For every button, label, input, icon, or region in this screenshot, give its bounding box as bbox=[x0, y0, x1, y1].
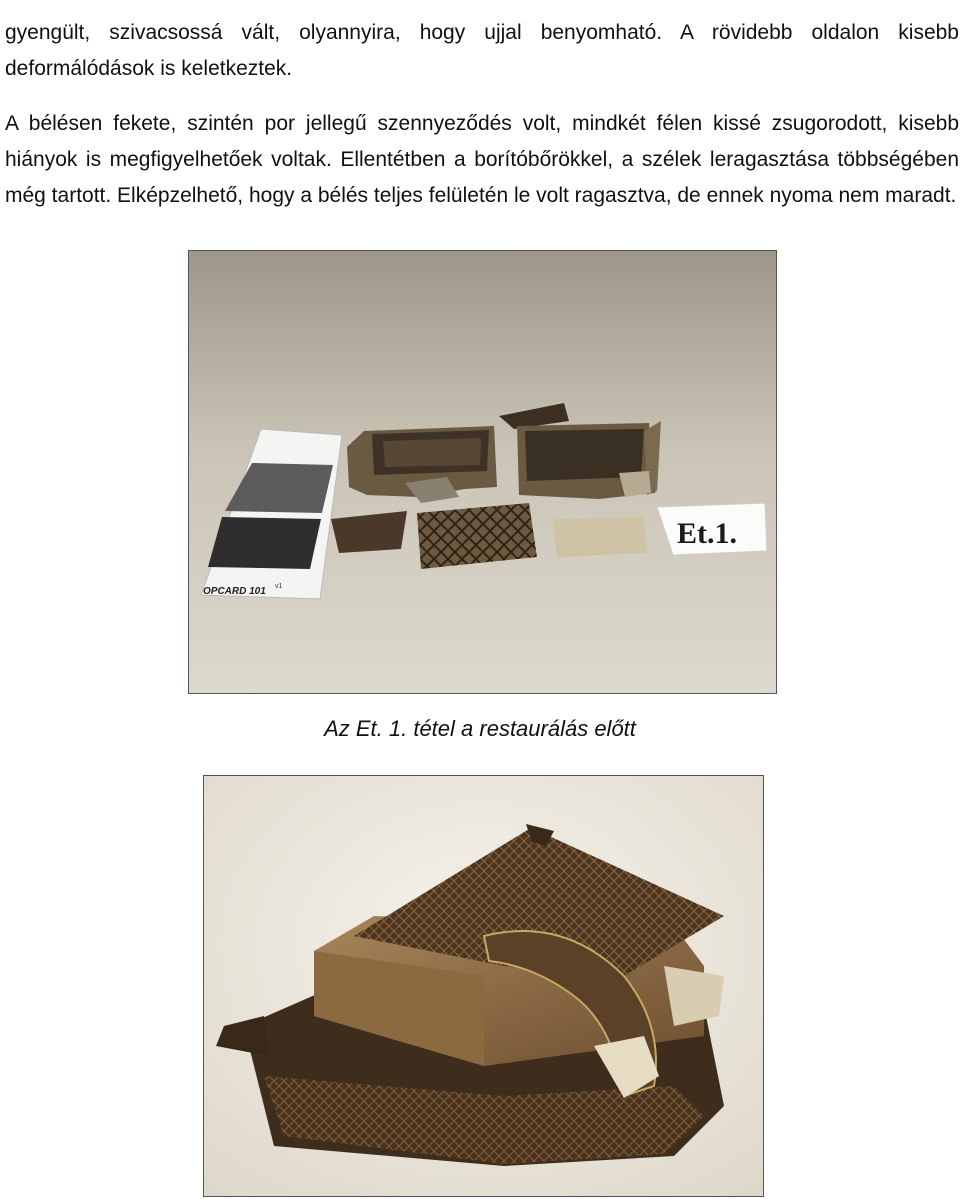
object-label-text: Et.1. bbox=[677, 517, 737, 550]
figure-caption: Az Et. 1. tétel a restaurálás előtt bbox=[324, 716, 636, 741]
photo-before-restoration bbox=[188, 250, 777, 694]
object-label bbox=[657, 503, 767, 555]
paragraph-2: A bélésen fekete, szintén por jellegű szennyeződés volt, mindkét félen kissé zsugorodott, kisebb hiányok is megfigyelhetőek voltak. Ellentétben a borítóbőrökkel, a szélek leragasztása többségében még tartott. Elképzelhető, hogy a bélés teljes felületén le volt ragasztva, de ennek nyoma nem maradt. bbox=[5, 112, 959, 207]
opcard-version: v1 bbox=[275, 583, 283, 590]
opcard-brand: OPCARD 101 bbox=[203, 586, 266, 597]
lining-fragment bbox=[553, 517, 647, 557]
paragraph-1: gyengült, szivacsossá vált, olyannyira, hogy ujjal benyomható. A rövidebb oldalon kisebb deformálódások is keletkeztek. bbox=[5, 21, 959, 80]
photo-box-closeup bbox=[203, 775, 764, 1197]
